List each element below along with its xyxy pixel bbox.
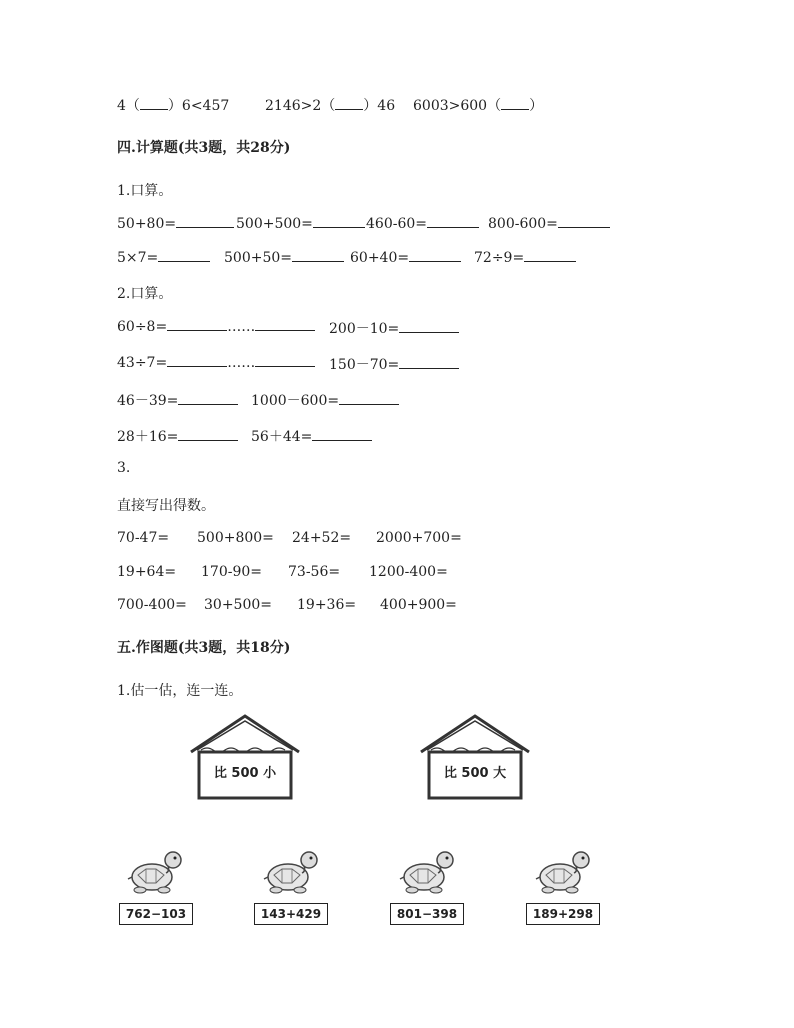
fill-item-3 <box>413 95 543 115</box>
fill-item-1-pre: 4（ <box>117 98 140 114</box>
oral-item: 800-600= <box>488 215 610 232</box>
fill-item-3-post: ） <box>529 98 544 114</box>
calc-item: 170-90= <box>201 564 262 580</box>
oral-item: 500+50= <box>224 249 344 266</box>
house-less-than-500[interactable] <box>187 712 303 802</box>
oral-item: 460-60= <box>366 215 479 232</box>
calc-item: 19+36= <box>297 597 357 613</box>
answer-blank[interactable] <box>335 97 363 110</box>
fill-item-2 <box>265 95 395 115</box>
answer-blank[interactable] <box>167 354 227 367</box>
answer-blank[interactable] <box>313 215 365 228</box>
section-4-heading: 四.计算题(共3题，共28分) <box>117 140 291 156</box>
answer-blank[interactable] <box>399 320 459 333</box>
oral-item: 56＋44= <box>251 426 372 446</box>
oral-item: 1000－600= <box>251 390 399 410</box>
answer-blank[interactable] <box>167 318 227 331</box>
calc-item: 19+64= <box>117 564 177 580</box>
turtle-icon <box>262 847 322 897</box>
answer-blank[interactable] <box>409 249 461 262</box>
calc-item: 73-56= <box>288 564 341 580</box>
section-5-heading: 五.作图题(共3题，共18分) <box>117 640 291 656</box>
calc-item: 24+52= <box>292 530 352 546</box>
expression-box[interactable]: 762−103 <box>119 903 193 925</box>
question-1-label: 1.口算。 <box>117 183 173 199</box>
answer-blank[interactable] <box>176 215 234 228</box>
house-icon <box>417 712 533 802</box>
fill-item-2-post: ）46 <box>363 98 396 114</box>
oral-item: 200－10= <box>329 318 459 338</box>
expression-box[interactable]: 189+298 <box>526 903 600 925</box>
answer-blank[interactable] <box>501 97 529 110</box>
oral-item: 5×7= <box>117 249 210 266</box>
calc-item: 2000+700= <box>376 530 462 546</box>
oral-item: 500+500= <box>236 215 365 232</box>
answer-blank[interactable] <box>427 215 479 228</box>
answer-blank[interactable] <box>178 428 238 441</box>
answer-blank[interactable] <box>178 392 238 405</box>
answer-blank[interactable] <box>140 97 168 110</box>
answer-blank[interactable] <box>399 356 459 369</box>
question-2-label: 2.口算。 <box>117 286 173 302</box>
remainder-blank[interactable] <box>255 354 315 367</box>
calc-item: 30+500= <box>204 597 272 613</box>
oral-item: 50+80= <box>117 215 234 232</box>
calc-item: 500+800= <box>197 530 274 546</box>
oral-item: 46－39= <box>117 390 238 410</box>
fill-item-1 <box>117 95 229 115</box>
calc-item: 1200-400= <box>369 564 448 580</box>
oral-item: 60+40= <box>350 249 461 266</box>
turtle-icon <box>398 847 458 897</box>
fill-item-1-post: ）6<457 <box>167 98 230 114</box>
turtle-icon <box>534 847 594 897</box>
drawing-question-1-label: 1.估一估，连一连。 <box>117 683 243 699</box>
oral-item: 150－70= <box>329 354 459 374</box>
oral-item: 72÷9= <box>474 249 576 266</box>
house-label: 比 500 小 <box>213 766 277 781</box>
house-icon <box>187 712 303 802</box>
answer-blank[interactable] <box>292 249 344 262</box>
remainder-blank[interactable] <box>255 318 315 331</box>
fill-item-3-pre: 6003>600（ <box>413 98 502 114</box>
house-label: 比 500 大 <box>443 766 507 781</box>
answer-blank[interactable] <box>339 392 399 405</box>
question-3-label: 3. <box>117 460 131 476</box>
oral-item: 28＋16= <box>117 426 238 446</box>
expression-box[interactable]: 143+429 <box>254 903 328 925</box>
calc-item: 400+900= <box>380 597 457 613</box>
fill-item-2-pre: 2146>2（ <box>265 98 336 114</box>
calc-item: 70-47= <box>117 530 170 546</box>
answer-blank[interactable] <box>558 215 610 228</box>
turtle-icon <box>126 847 186 897</box>
division-item: 60÷8= …… <box>117 318 315 335</box>
house-greater-than-500[interactable] <box>417 712 533 802</box>
division-item: 43÷7= …… <box>117 354 315 371</box>
answer-blank[interactable] <box>312 428 372 441</box>
answer-blank[interactable] <box>158 249 210 262</box>
answer-blank[interactable] <box>524 249 576 262</box>
calc-item: 700-400= <box>117 597 187 613</box>
question-3-instruction: 直接写出得数。 <box>117 498 215 514</box>
expression-box[interactable]: 801−398 <box>390 903 464 925</box>
